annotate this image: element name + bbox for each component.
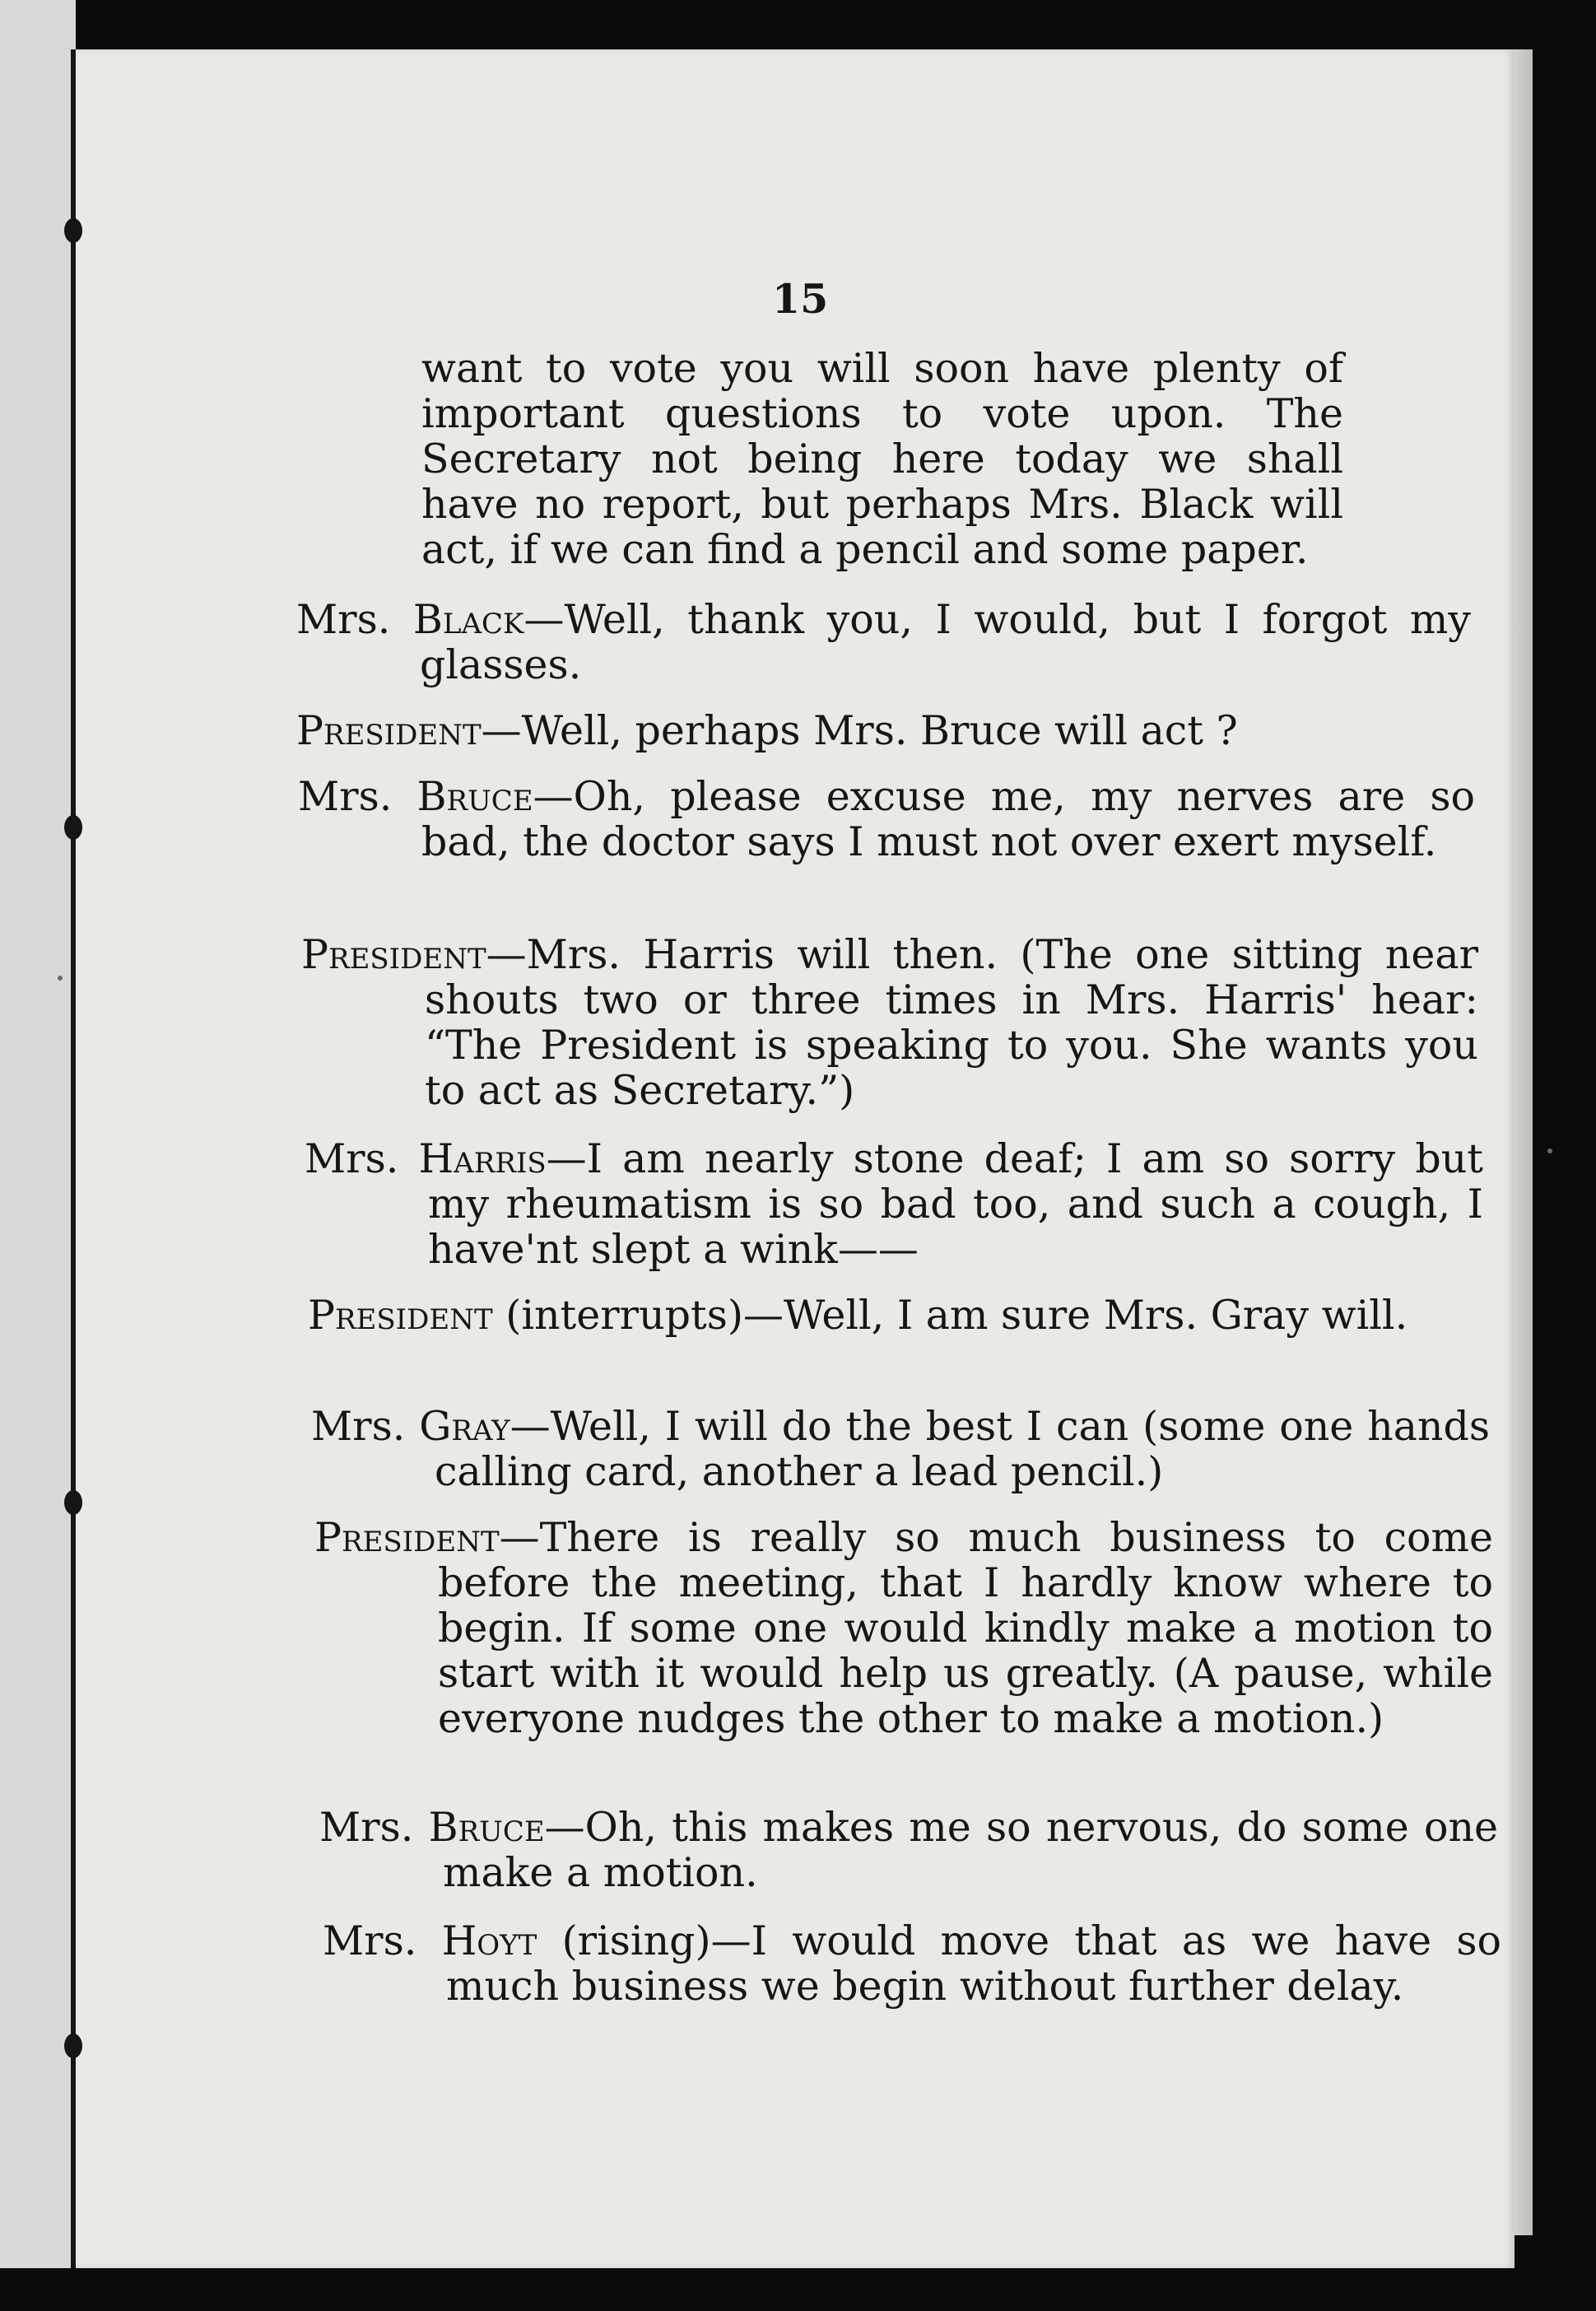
speaker-prefix: Mrs. xyxy=(323,1917,442,1964)
speaker-prefix: Mrs. xyxy=(311,1403,420,1450)
dialogue-text: —Well, I am sure Mrs. Gray will. xyxy=(742,1292,1408,1339)
speaker-name: President xyxy=(296,707,482,754)
stage-direction: (interrupts) xyxy=(492,1292,743,1339)
speaker-name: Bruce xyxy=(428,1804,545,1851)
stage-direction: (rising) xyxy=(537,1917,711,1964)
binding-stitch xyxy=(64,218,82,243)
speaker-name: Hoyt xyxy=(441,1917,537,1964)
continued-paragraph: want to vote you will soon have plenty of important questions to vote upon. The Secretary not being here today we shall have no report, but perhaps Mrs. Black will act, if we can find a pencil and some paper. xyxy=(421,345,1343,573)
dialogue-text: —I am nearly stone deaf; I am so sorry but my rheumatism is so bad too, and such a cough, I have'nt slept a wink—— xyxy=(428,1135,1483,1273)
speaker-name: Gray xyxy=(419,1403,510,1450)
dialogue-text: —There is really so much business to come before the meeting, that I hardly know where to begin. If some one would kindly make a motion to start with it would help us greatly. (A pause, while everyone nudges the other to make a motion.) xyxy=(438,1514,1493,1742)
dialogue-text: —Well, I will do the best I can (some one hands calling card, another a lead pencil.) xyxy=(435,1403,1490,1495)
speaker-name: Bruce xyxy=(416,773,533,820)
speaker-name: Black xyxy=(412,596,524,643)
dialogue-entry-gray xyxy=(311,1404,1490,1494)
speaker-name: President xyxy=(308,1292,493,1339)
dialogue-text: —Well, thank you, I would, but I forgot my glasses. xyxy=(420,596,1471,688)
dialogue-text: —Oh, this makes me so nervous, do some one make a motion. xyxy=(443,1804,1498,1896)
speaker-prefix: Mrs. xyxy=(298,773,417,820)
dialogue-entry-harris xyxy=(305,1136,1483,1272)
binding-stitch xyxy=(64,2034,82,2058)
dialogue-entry-president xyxy=(308,1293,1487,1338)
speaker-prefix: Mrs. xyxy=(305,1135,419,1182)
dialogue-entry-black xyxy=(296,597,1471,687)
spine-binding xyxy=(71,49,76,2268)
dialogue-entry-president xyxy=(301,932,1478,1113)
speaker-name: Harris xyxy=(418,1135,547,1182)
facing-page-edge xyxy=(0,0,76,2268)
dialogue-entry-bruce xyxy=(319,1805,1498,1895)
dialogue-text: —I would move that as we have so much business we begin without further delay. xyxy=(446,1917,1501,2010)
dialogue-text: —Well, perhaps Mrs. Bruce will act ? xyxy=(481,707,1238,754)
paper-speck xyxy=(58,976,63,981)
paper-speck xyxy=(1547,1149,1552,1153)
dialogue-entry-bruce xyxy=(298,774,1475,864)
dialogue-entry-president xyxy=(296,708,1471,753)
page-fore-edge xyxy=(1515,49,1533,2235)
speaker-name: President xyxy=(314,1514,500,1561)
speaker-prefix: Mrs. xyxy=(319,1804,429,1851)
dialogue-text: —Oh, please excuse me, my nerves are so bad, the doctor says I must not over exert myself. xyxy=(421,773,1475,865)
dialogue-entry-president xyxy=(314,1515,1493,1741)
speaker-prefix: Mrs. xyxy=(296,596,413,643)
speaker-name: President xyxy=(301,931,486,978)
binding-stitch xyxy=(64,1490,82,1515)
dialogue-entry-hoyt xyxy=(323,1918,1501,2009)
binding-stitch xyxy=(64,815,82,840)
dialogue-text: —Mrs. Harris will then. (The one sitting near shouts two or three times in Mrs. Harris' hear: “The President is speaking to you. She wants you to act as Secretary.”) xyxy=(425,931,1478,1114)
page-number: 15 xyxy=(772,275,829,323)
